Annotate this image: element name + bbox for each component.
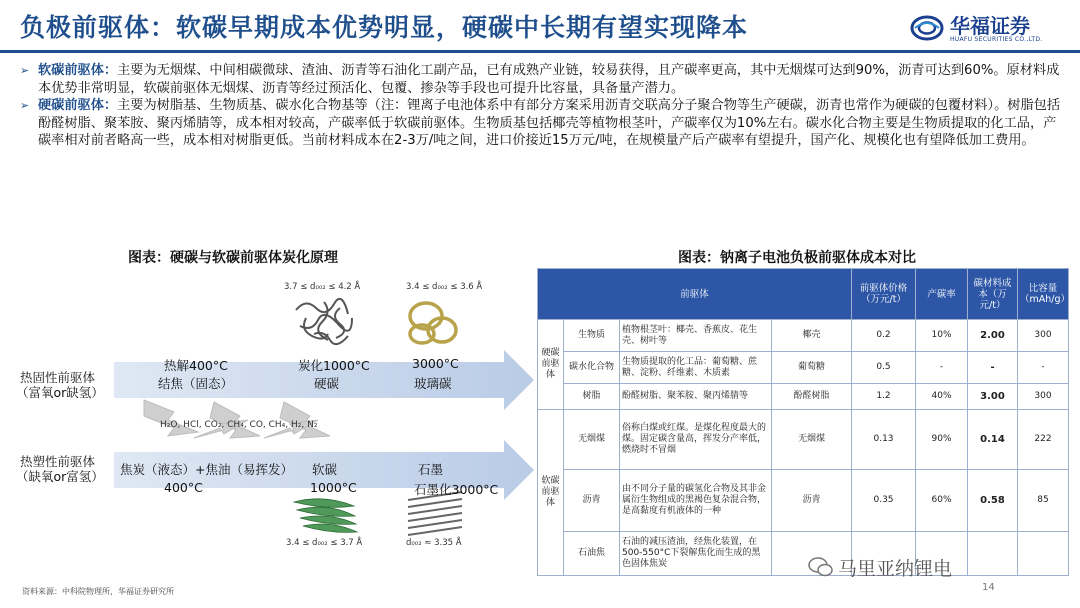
soft-carbon-label: 软碳 bbox=[312, 462, 338, 477]
bullet-body: 主要为无烟煤、中间相碳微球、渣油、沥青等石油化工副产品，已有成熟产业链，较易获得，且产碳率更高，其中无烟煤可达到90%，沥青可达到60%。原材料成本优势非常明显，软碳前驱体无烟煤、沥青等经过预活化、包覆、掺杂等手段也可提升比容量，具备量产潜力。 bbox=[38, 63, 1060, 96]
bullet-soft-carbon bbox=[18, 62, 1068, 97]
header-yield: 产碳率 bbox=[916, 269, 968, 320]
row-example: 无烟煤 bbox=[772, 410, 852, 470]
graphite-label: 石墨 bbox=[418, 462, 444, 477]
row-type: 石油焦 bbox=[564, 532, 620, 576]
row-example: 沥青 bbox=[772, 470, 852, 532]
row-example: 酚醛树脂 bbox=[772, 384, 852, 410]
page-number: 14 bbox=[982, 582, 995, 593]
row-desc: 酚醛树脂、聚苯胺、聚丙烯腈等 bbox=[620, 384, 772, 410]
row-example: 葡萄糖 bbox=[772, 352, 852, 384]
row-yield: 10% bbox=[916, 320, 968, 352]
table-row bbox=[538, 384, 1069, 410]
header-precursor: 前驱体 bbox=[538, 269, 852, 320]
header-capacity: 比容量（mAh/g） bbox=[1018, 269, 1069, 320]
hard-carbon-label: 硬碳 bbox=[314, 376, 340, 391]
row-capacity: 85 bbox=[1018, 470, 1069, 532]
row-type: 树脂 bbox=[564, 384, 620, 410]
company-logo bbox=[910, 8, 1070, 48]
huafu-logo-icon bbox=[910, 14, 944, 42]
row-yield: 60% bbox=[916, 470, 968, 532]
coking-label: 结焦（固态） bbox=[158, 376, 234, 391]
row-example: 椰壳 bbox=[772, 320, 852, 352]
carbonization-diagram bbox=[14, 270, 534, 585]
group-hard-carbon: 硬碳前驱体 bbox=[538, 320, 564, 410]
row-price: 1.2 bbox=[852, 384, 916, 410]
row-cost: - bbox=[968, 352, 1018, 384]
temp-400-label: 400°C bbox=[164, 480, 203, 495]
table-header-row bbox=[538, 269, 1069, 320]
hard-carbon-structure-icon bbox=[296, 299, 352, 344]
table-row bbox=[538, 320, 1069, 352]
row-capacity: 222 bbox=[1018, 410, 1069, 470]
temp-1000-label: 1000°C bbox=[310, 480, 357, 495]
graphite-structure-icon bbox=[408, 492, 462, 535]
glassy-carbon-label: 玻璃碳 bbox=[414, 376, 452, 391]
thermoplastic-sublabel: （缺氧or富氢） bbox=[16, 469, 104, 484]
pyrolysis-label: 热解400°C bbox=[164, 358, 228, 373]
d002-soft-carbon: 3.4 ≤ d₀₀₂ ≤ 3.7 Å bbox=[286, 538, 363, 548]
row-type: 无烟煤 bbox=[564, 410, 620, 470]
row-yield: 90% bbox=[916, 410, 968, 470]
bullet-body: 主要为树脂基、生物质基、碳水化合物基等（注：锂离子电池体系中有部分方案采用沥青交联高分子聚合物等生产硬碳，沥青也常作为硬碳的包覆材料）。树脂包括酚醛树脂、聚苯胺、聚丙烯腈等，成本相对较高，产碳率低于软碳前驱体。生物质基包括椰壳等植物根茎叶，产碳率仅为10%左右。碳水化合物主要是生物质提取的化工品，产碳率相对前者略高一些，成本相对树脂更低。当前材料成本在2-3万/吨之间，进口价接近15万元/吨，在规模量产后产碳率有望提升，国产化、规模化也有望降低加工费用。 bbox=[38, 98, 1061, 149]
released-gases-label: H₂O, HCl, CO₂, CH₄, CO, CH₄, H₂, N₂ bbox=[160, 420, 318, 430]
row-capacity: - bbox=[1018, 352, 1069, 384]
temp-3000-label: 3000°C bbox=[412, 356, 459, 371]
row-yield: 40% bbox=[916, 384, 968, 410]
figure-right-caption: 图表：钠离子电池负极前驱体成本对比 bbox=[678, 250, 916, 266]
row-desc: 俗称白煤或红煤。是煤化程度最大的煤。固定碳含量高，挥发分产率低，燃烧时不冒烟 bbox=[620, 410, 772, 470]
table-row bbox=[538, 470, 1069, 532]
glassy-carbon-structure-icon bbox=[410, 303, 456, 343]
row-type: 生物质 bbox=[564, 320, 620, 352]
carbonize-label: 炭化1000°C bbox=[298, 358, 370, 373]
thermoset-label: 热固性前驱体 bbox=[20, 370, 96, 385]
row-desc: 生物质提取的化工品：葡萄糖、蔗糖、淀粉、纤维素、木质素 bbox=[620, 352, 772, 384]
bullet-heading: 硬碳前驱体： bbox=[38, 98, 118, 114]
row-capacity bbox=[1018, 532, 1069, 576]
figure-left-caption: 图表：硬碳与软碳前驱体炭化原理 bbox=[128, 250, 338, 266]
row-type: 碳水化合物 bbox=[564, 352, 620, 384]
row-price: 0.2 bbox=[852, 320, 916, 352]
row-price: 0.13 bbox=[852, 410, 916, 470]
row-desc: 石油的减压渣油，经焦化装置，在500-550°C下裂解焦化而生成的黑色固体焦炭 bbox=[620, 532, 772, 576]
d002-hard-carbon: 3.7 ≤ d₀₀₂ ≤ 4.2 Å bbox=[284, 282, 361, 292]
d002-graphite: d₀₀₂ ≈ 3.35 Å bbox=[406, 538, 462, 548]
logo-chinese-name: 华福证券 bbox=[950, 14, 1030, 38]
page-title: 负极前驱体：软碳早期成本优势明显，硬碳中长期有望实现降本 bbox=[20, 13, 749, 42]
precursor-cost-table bbox=[537, 268, 1069, 576]
table-row bbox=[538, 532, 1069, 576]
bullet-section bbox=[18, 62, 1068, 150]
thermoset-sublabel: （富氧or缺氢） bbox=[16, 385, 104, 400]
row-desc: 植物根茎叶：椰壳、香蕉皮、花生壳、树叶等 bbox=[620, 320, 772, 352]
row-price: 0.35 bbox=[852, 470, 916, 532]
header-price: 前驱体价格（万元/t） bbox=[852, 269, 916, 320]
bullet-hard-carbon bbox=[18, 97, 1068, 150]
group-soft-carbon: 软碳前驱体 bbox=[538, 410, 564, 576]
coke-tar-label: 焦炭（液态）+焦油（易挥发） bbox=[120, 462, 293, 477]
row-cost: 0.58 bbox=[968, 470, 1018, 532]
row-capacity: 300 bbox=[1018, 384, 1069, 410]
row-cost bbox=[968, 532, 1018, 576]
row-price: 0.5 bbox=[852, 352, 916, 384]
source-note: 资料来源：中科院物理所，华福证券研究所 bbox=[22, 587, 174, 596]
gas-release-arrows bbox=[144, 400, 330, 438]
table-row bbox=[538, 352, 1069, 384]
header-cost: 碳材料成本（万元/t） bbox=[968, 269, 1018, 320]
watermark-text: 马里亚纳锂电 bbox=[838, 558, 953, 580]
row-capacity: 300 bbox=[1018, 320, 1069, 352]
row-desc: 由不同分子量的碳氢化合物及其非金属衍生物组成的黑褐色复杂混合物，是高黏度有机液体的一种 bbox=[620, 470, 772, 532]
table-row bbox=[538, 410, 1069, 470]
wechat-icon bbox=[808, 556, 834, 578]
graphitize-label: 石墨化3000°C bbox=[414, 482, 499, 497]
row-cost: 2.00 bbox=[968, 320, 1018, 352]
thermoplastic-label: 热塑性前驱体 bbox=[20, 454, 96, 469]
logo-english-name: HUAFU SECURITIES CO.,LTD. bbox=[950, 36, 1043, 43]
row-cost: 0.14 bbox=[968, 410, 1018, 470]
d002-glassy-carbon: 3.4 ≤ d₀₀₂ ≤ 3.6 Å bbox=[406, 282, 483, 292]
arrow-bullet-icon: ➢ bbox=[20, 64, 30, 77]
row-cost: 3.00 bbox=[968, 384, 1018, 410]
row-type: 沥青 bbox=[564, 470, 620, 532]
row-yield: - bbox=[916, 352, 968, 384]
title-divider bbox=[0, 50, 1080, 53]
soft-carbon-structure-icon bbox=[294, 499, 357, 533]
bullet-heading: 软碳前驱体： bbox=[38, 63, 118, 78]
arrow-bullet-icon: ➢ bbox=[20, 99, 30, 113]
